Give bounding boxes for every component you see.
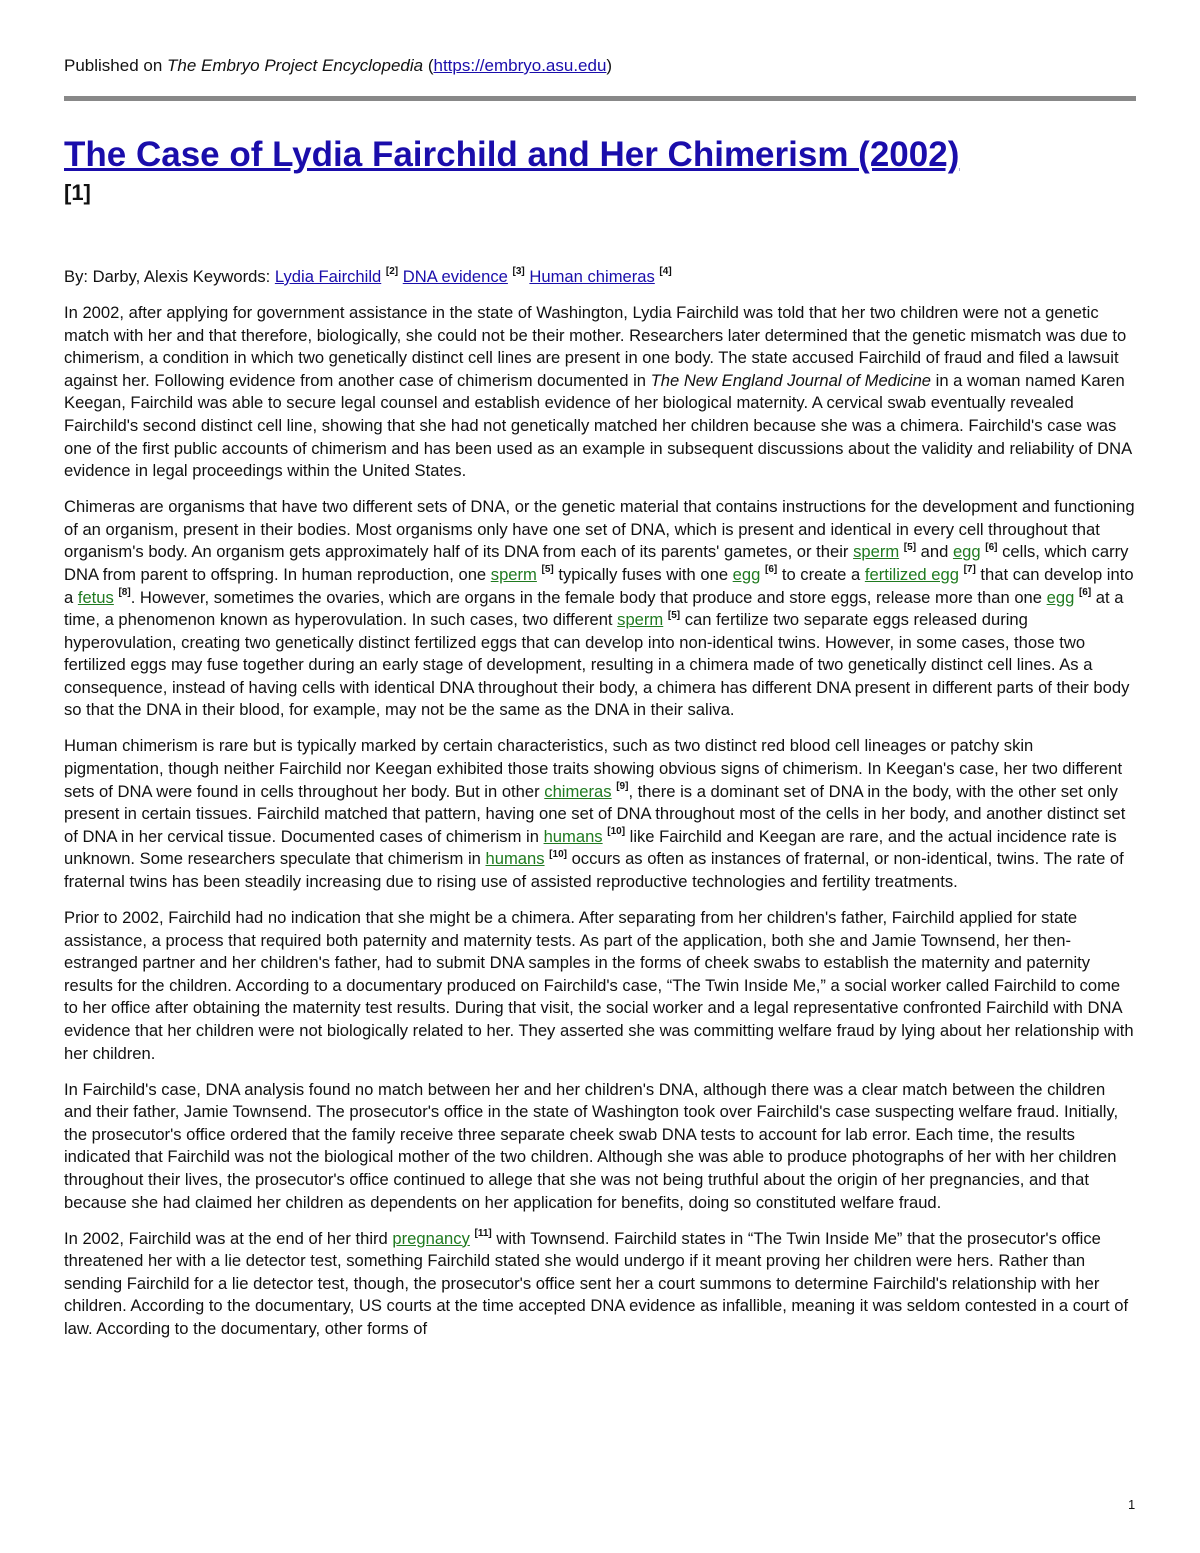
paragraph-1 (64, 302, 1136, 483)
term-ref: [6] (764, 564, 778, 576)
term-link-sperm[interactable]: sperm (853, 542, 900, 562)
term-link-sperm[interactable]: sperm (617, 610, 664, 630)
site-name: The Embryo Project Encyclopedia (167, 56, 424, 75)
term-ref: [5] (541, 564, 554, 576)
term-ref: [6] (985, 541, 998, 553)
byline-author: By: Darby, Alexis Keywords: (64, 267, 275, 286)
journal-title: The New England Journal of Medicine (650, 370, 932, 390)
term-ref: [5] (667, 609, 681, 621)
published-prefix: Published on (64, 56, 168, 75)
term-link-fetus[interactable]: fetus (77, 587, 114, 607)
term-ref: [5] (903, 541, 917, 553)
paragraph-5: In Fairchild's case, DNA analysis found no match between her and her children's DNA, although there was a clear match between the children and their father, Jamie Townsend. The prosecutor's office in the state of Washington took over Fairchild's case suspecting welfare fraud. Initially, the prosecutor's office ordered that the family receive three separate cheek swab DNA tests to account for lab error. Each time, the results indicated that Fairchild was not the biological mother of the two children. Although she was able to produce photographs of her with her children throughout their lives, the prosecutor's office continued to allege that she was not being truthful about the origin of her pregnancies, and that because she had claimed her children as dependents on her application for benefits, doing so constituted welfare fraud. (64, 1079, 1119, 1212)
text-run: cells, which carry DNA from parent to offspring. In human reproduction, one (64, 542, 1129, 584)
text-run: Human chimerism is rare but is typically marked by certain characteristics, such as two distinct red blood cell lineages or patchy skin pigmentation, though neither Fairchild nor Keegan exhibited those traits showing obvious signs of chimerism. In Keegan's case, her two different sets of DNA were found in cells throughout her body. But in other (64, 736, 1123, 801)
text-run: at a time, a phenomenon known as hyperovulation. In such cases, two different (64, 587, 1124, 630)
term-ref: [8] (118, 586, 131, 598)
text-run: In 2002, Fairchild was at the end of her third (64, 1228, 393, 1248)
byline (64, 266, 1136, 289)
term-link-sperm[interactable]: sperm (490, 564, 537, 584)
text-run: can fertilize two separate eggs released during hyperovulation, creating two genetically distinct fertilized eggs that can develop into non-identical twins. However, in some cases, those two fertilized eggs may fuse together during an early stage of development, resulting in a chimera made of two genetically distinct cell lines. As a consequence, instead of having cells with identical DNA throughout their body, a chimera has different DNA present in different parts of their body so that the DNA in their blood, for example, may not be the same as the DNA in their saliva. (64, 610, 1130, 720)
header-divider (64, 96, 1136, 101)
article-body (64, 266, 1136, 1354)
page-number: 1 (1128, 1497, 1136, 1512)
term-link-chimeras[interactable]: chimeras (544, 781, 612, 801)
text-run: in a woman named Karen Keegan, Fairchild was able to secure legal counsel and establish evidence of her biological maternity. A cervical swab eventually revealed Fairchild's second distinct cell line, showing that she had not genetically matched her children because she was a chimera. Fairchild's case was one of the first public accounts of chimerism and has been used as an example in subsequent discussions about the validity and reliability of DNA evidence in legal proceedings within the United States. (64, 370, 1132, 481)
text-run: , there is a dominant set of DNA in the body, with the other set only present in certain tissues. Fairchild matched that pattern, having one set of DNA throughout most of the cells in her body, and another distinct set of DNA in her cervical tissue. Documented cases of chimerism in (64, 781, 1126, 846)
paragraph-4: Prior to 2002, Fairchild had no indication that she might be a chimera. After separating from her children's father, Fairchild applied for state assistance, a process that required both paternity and maternity tests. As part of the application, both she and Jamie Townsend, her then-estranged partner and her children's father, had to submit DNA samples in the forms of cheek swabs to establish the maternity and paternity results for the children. According to a documentary produced on Fairchild's case, “The Twin Inside Me,” a social worker called Fairchild to come to her office after obtaining the maternity test results. During that visit, the social worker and a legal representative confronted Fairchild with DNA evidence that her children were not biologically related to her. They asserted she was committing welfare fraud by lying about her relationship with her children. (64, 908, 1134, 1063)
term-link-egg[interactable]: egg (732, 564, 761, 584)
text-run: that can develop into a (64, 564, 1134, 607)
text-run: occurs as often as instances of fraternal, or non-identical, twins. The rate of fraternal twins has been steadily increasing due to rising use of assisted reproductive technologies and fertility treatments. (64, 849, 1124, 892)
term-ref: [11] (474, 1227, 492, 1239)
title-link[interactable]: The Case of Lydia Fairchild and Her Chimerism (2002) (64, 135, 960, 174)
term-link-humans[interactable]: humans (485, 849, 545, 869)
page-title (64, 134, 1144, 210)
open-paren: ( (423, 56, 434, 75)
term-ref: [10] (549, 848, 567, 860)
paragraph-6 (64, 1228, 1136, 1341)
text-run: to create a (777, 564, 865, 584)
keyword-link-dna-evidence[interactable]: DNA evidence (402, 267, 508, 286)
term-link-humans[interactable]: humans (543, 826, 603, 846)
keyword-ref: [2] (385, 266, 399, 278)
close-paren: ) (606, 56, 613, 75)
text-run: with Townsend. Fairchild states in “The Twin Inside Me” that the prosecutor's office threatened her with a lie detector test, something Fairchild stated she would undergo if it meant proving her children were hers. Rather than sending Fairchild for a lie detector test, though, the prosecutor's office sent her a court summons to determine Fairchild's relationship with her children. According to the documentary, US courts at the time accepted DNA evidence as infallible, meaning it was seldom contested in a court of law. According to the documentary, other forms of (64, 1228, 1129, 1338)
term-link-pregnancy[interactable]: pregnancy (392, 1228, 470, 1248)
term-ref: [9] (616, 781, 629, 793)
term-ref: [10] (607, 826, 626, 838)
paragraph-3 (64, 735, 1136, 893)
term-ref: [7] (963, 564, 976, 576)
keyword-link-human-chimeras[interactable]: Human chimeras (529, 267, 655, 286)
text-run: Chimeras are organisms that have two different sets of DNA, or the genetic material that contains instructions for the development and functioning of an organism, present in their bodies. Most organisms only have one set of DNA, which is present and identical in every cell throughout that organism's body. An organism gets approximately half of its DNA from each of its parents' gametes, or their (64, 497, 1135, 562)
term-ref: [6] (1078, 586, 1092, 598)
text-run: and (916, 542, 953, 562)
keyword-link-lydia-fairchild[interactable]: Lydia Fairchild (274, 267, 382, 286)
paragraph-2 (64, 496, 1136, 722)
site-url-link[interactable]: https://embryo.asu.edu (433, 56, 607, 75)
term-link-egg[interactable]: egg (952, 542, 981, 562)
keyword-ref: [4] (659, 266, 672, 278)
keyword-ref: [3] (512, 266, 525, 278)
text-run: . However, sometimes the ovaries, which are organs in the female body that produce and store eggs, release more than one (130, 587, 1047, 607)
text-run: typically fuses with one (553, 564, 733, 584)
text-run: In 2002, after applying for government assistance in the state of Washington, Lydia Fairchild was told that her two children were not a genetic match with her and that therefore, biologically, she could not be their mother. Researchers later determined that the genetic mismatch was due to chimerism, a condition in which two genetically distinct cell lines are present in one body. The state accused Fairchild of fraud and filed a lawsuit against her. Following evidence from another case of chimerism documented in (64, 302, 1127, 390)
published-on-line (64, 56, 612, 76)
title-ref: [1] (64, 180, 91, 205)
term-link-egg[interactable]: egg (1046, 587, 1075, 607)
term-link-fertilized-egg[interactable]: fertilized egg (864, 564, 959, 584)
text-run: like Fairchild and Keegan are rare, and the actual incidence rate is unknown. Some researchers speculate that chimerism in (64, 826, 1117, 869)
